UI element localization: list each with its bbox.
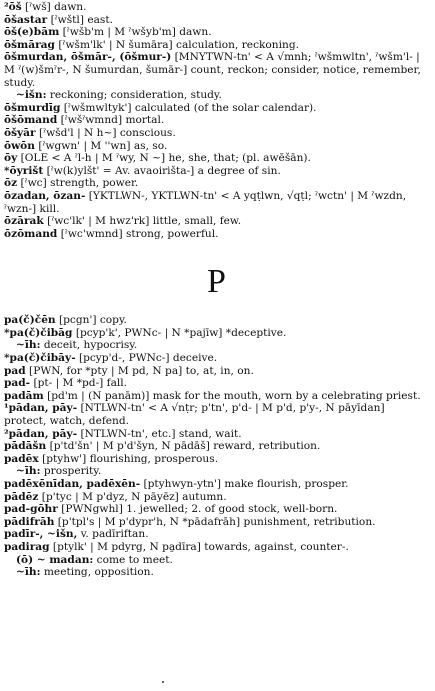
entry-definition: [OLE < A ˀl-h | M ˀwy, N ~] he, she, that; (pl. awēšān). [17, 152, 311, 165]
dictionary-entry [4, 554, 429, 567]
entry-headword: padēx [4, 452, 39, 465]
dictionary-entry [4, 402, 429, 427]
entry-headword: padēxēnīdan, padēxēn- [4, 478, 141, 490]
dictionary-entry [4, 177, 429, 190]
entry-headword: *pa(č)čibāg [4, 326, 73, 339]
entry-headword: *ōyrišt [4, 164, 44, 177]
entry-headword: ōšastar [4, 13, 48, 26]
entry-headword: ōzārak [4, 215, 44, 228]
entry-definition: [ptyhwyn-ytn'] make flourish, prosper. [140, 478, 349, 490]
dictionary-entry [4, 491, 429, 504]
entry-definition: [ptylk' | M pdyrg, N pa̱dīra] towards, against, counter-. [49, 540, 349, 553]
entries-p-section [4, 314, 429, 578]
entry-definition: [ˀwšˀwmnd] mortal. [57, 114, 165, 127]
dictionary-entry [4, 528, 429, 541]
dictionary-entry [4, 89, 429, 102]
entry-definition: [pcyp'k', PWNc- | N *pajīw] *deceptive. [72, 326, 287, 339]
entry-definition: [ˀwšm'lk' | N šumāra] calculation, reckoning. [54, 38, 299, 51]
entry-headword: ōšyār [4, 126, 36, 139]
entry-definition: [ˀwc] strength, power. [17, 177, 139, 190]
entries-o-section [4, 1, 429, 240]
dictionary-entry [4, 228, 429, 241]
entry-definition: [ˀwštl] east. [47, 13, 113, 26]
entry-definition: come to meet. [93, 553, 173, 566]
entry-headword: ōzadan, ōzan- [4, 189, 86, 202]
dictionary-entry [4, 1, 429, 14]
entry-headword: *pa(č)čibāy- [4, 352, 76, 365]
entry-headword: pādēz [4, 490, 39, 503]
dictionary-entry [4, 566, 429, 579]
entry-headword: ōzōmand [4, 227, 58, 240]
entry-headword: pad-gōhr [4, 503, 58, 516]
dictionary-entry [4, 127, 429, 140]
entry-headword: ōš(e)bām [4, 26, 60, 39]
entry-definition: [p'tpl's | M p'dypr'h, N *pādafrāh] punishment, retribution. [54, 515, 376, 528]
entry-definition: [YKTLWN-, YKTLWN-tn' < A yqṭlwn, √qṭl; ˀwctn' | M ˀwzdn, ˀwzn-] kill. [4, 189, 407, 215]
entry-definition: [ptyhw'] flourishing, prosperous. [38, 452, 219, 465]
entry-definition: [ˀwc'wmnd] strong, powerful. [57, 227, 219, 240]
entry-definition: [p'tyc | M p'dyz, N pāyēz] autumn. [38, 490, 227, 503]
entry-headword: pad [4, 364, 26, 377]
dictionary-entry [4, 516, 429, 529]
dictionary-entry [4, 165, 429, 178]
entry-headword: pad- [4, 377, 31, 390]
dictionary-entry [4, 140, 429, 153]
entry-definition: [pt- | M *pd-] fall. [30, 377, 128, 390]
entry-definition: [ˀwšb'm | M ˀwšyb'm] dawn. [59, 26, 212, 39]
dictionary-entry [4, 465, 429, 478]
entry-definition: [ˀwš] dawn. [21, 1, 87, 13]
entry-headword: ōy [4, 152, 18, 165]
entry-headword: padām [4, 389, 44, 402]
dictionary-entry [4, 352, 429, 365]
entry-subheadword: ~išn: [16, 89, 47, 102]
entry-definition: [p'td'šn' | M p'd'šyn, N pādāš] reward, retribution. [46, 440, 321, 453]
dictionary-entry [4, 215, 429, 228]
dictionary-entry [4, 428, 429, 441]
entry-headword: padirag [4, 540, 50, 553]
entry-subheadword: ~īh: [16, 465, 41, 478]
entry-definition: [pd'm | (N panām)] mask for the mouth, worn by a celebrating priest. [43, 389, 421, 402]
entry-definition: reckoning; consideration, study. [46, 89, 222, 102]
dictionary-entry [4, 440, 429, 453]
dictionary-entry [4, 14, 429, 27]
entry-definition: [ˀwšd'l | N h~] conscious. [35, 126, 176, 139]
entry-headword: pādāšn [4, 440, 47, 453]
entry-definition: [ˀwc'lk' | M hwz'rk] little, small, few. [43, 215, 242, 228]
entry-headword: padīr-, ~išn, [4, 528, 78, 541]
entry-definition: [ˀwgwn' | M ''wn] as, so. [34, 139, 168, 152]
entry-definition: v. padīriftan. [77, 528, 149, 541]
dictionary-entry [4, 26, 429, 39]
entry-subheadword: ~īh: [16, 339, 41, 352]
entry-headword: ¹pādan, pāy- [4, 402, 78, 415]
dictionary-entry [4, 503, 429, 516]
entry-subheadword: ~īh: [16, 566, 41, 579]
entry-definition: deceit, hypocrisy. [40, 339, 138, 352]
entry-definition: [ˀw(k)ylšt' = Av. avaoirišta-] a degree of sin. [43, 164, 281, 177]
entry-headword: ōšmārag [4, 38, 55, 51]
dictionary-entry [4, 365, 429, 378]
page-mark [162, 681, 164, 683]
entry-definition: meeting, opposition. [40, 566, 154, 579]
entry-headword: ōz [4, 177, 18, 190]
entry-headword: ōšmurdīg [4, 101, 61, 114]
dictionary-entry [4, 314, 429, 327]
entry-definition: [PWN, for *pty | M pd, N pa] to, at, in, on. [25, 364, 254, 377]
section-letter-heading: P [207, 263, 226, 301]
dictionary-entry [4, 190, 429, 215]
entry-definition: [pcyp'd-, PWNc-] deceive. [75, 352, 218, 365]
entry-subheadword: (ō) ~ madan: [16, 553, 94, 566]
entry-definition: [pcgn'] copy. [55, 314, 127, 327]
entry-definition: [MNYTWN-tn' < A √mnh; ˀwšmwltn', ˀwšm'l- | M ˀ(w)šmˀr-, N šumurdan, šumār-] count, reckon; consider, notice, remember, study. [4, 51, 421, 89]
entry-headword: pa(č)čēn [4, 314, 56, 327]
dictionary-entry [4, 114, 429, 127]
dictionary-entry [4, 453, 429, 466]
dictionary-entry [4, 541, 429, 554]
entry-definition: [PWNgwhl] 1. jewelled; 2. of good stock, well-born. [57, 503, 338, 516]
dictionary-entry [4, 478, 429, 491]
entry-headword: ²pādan, pāy- [4, 427, 78, 440]
dictionary-entry [4, 39, 429, 52]
entry-headword: ōšmurdan, ōšmār-, (ōšmur-) [4, 51, 172, 64]
dictionary-entry [4, 51, 429, 89]
entry-headword: pādifrāh [4, 515, 55, 528]
dictionary-entry [4, 327, 429, 340]
entry-definition: [ˀwšmwltyk'] calculated (of the solar calendar). [60, 101, 317, 114]
entry-headword: ōšōmand [4, 114, 58, 127]
dictionary-entry [4, 377, 429, 390]
dictionary-entry [4, 339, 429, 352]
dictionary-entry [4, 390, 429, 403]
entry-definition: [NTLWN-tn', etc.] stand, wait. [77, 427, 242, 440]
entry-headword: ²ōš [4, 1, 22, 13]
dictionary-entry [4, 102, 429, 115]
entry-definition: [NTLWN-tn' < A √nṭr; p'tn', p'd- | M p'd, p'y-, N pāyīdan] protect, watch, defend. [4, 402, 385, 428]
entry-definition: prosperity. [40, 465, 102, 478]
dictionary-entry [4, 152, 429, 165]
entry-headword: ōwōn [4, 139, 35, 152]
